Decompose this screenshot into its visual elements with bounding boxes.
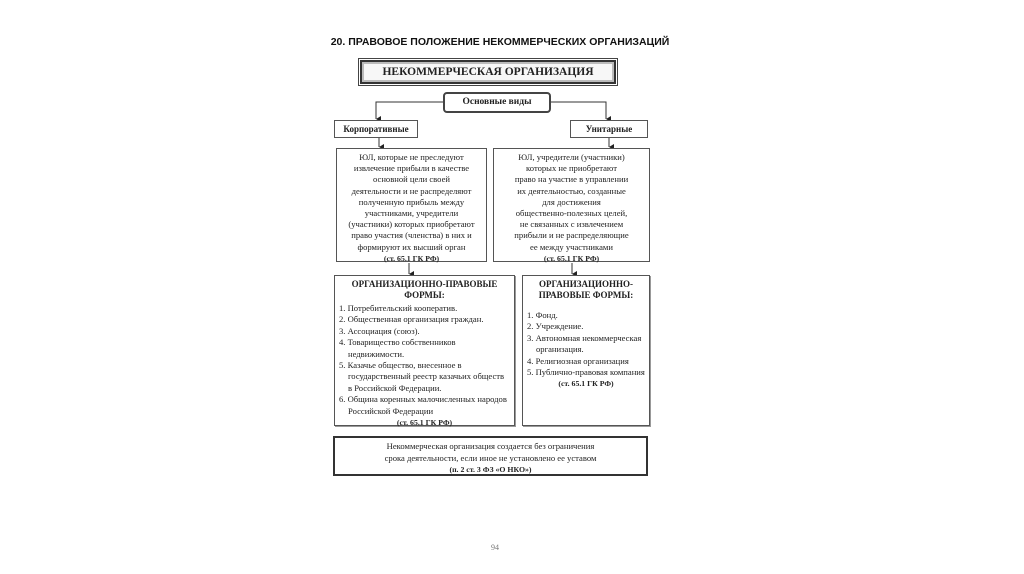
forms-title: ОРГАНИЗАЦИОННО-ПРАВОВЫЕ ФОРМЫ: bbox=[351, 279, 498, 300]
page-number: 94 bbox=[491, 543, 499, 552]
form-item: 2. Учреждение. bbox=[527, 321, 584, 332]
form-item: 3. Автономная некоммерческая организация. bbox=[527, 332, 642, 355]
forms-list bbox=[527, 310, 645, 378]
unitary-description-box bbox=[493, 148, 650, 262]
form-item: 5. Казачье общество, внесенное в государственный реестр казачьих обществ в Российской Федерации. bbox=[339, 360, 505, 393]
legal-reference: (ст. 65.1 ГК РФ) bbox=[383, 253, 440, 263]
arrow-to-unitary bbox=[551, 102, 606, 119]
legal-reference: (ст. 65.1 ГК РФ) bbox=[396, 418, 453, 428]
description-line: право участия (членства) в них и bbox=[351, 230, 472, 241]
form-item: 2. Общественная организация граждан. bbox=[339, 314, 484, 325]
form-item: 1. Потребительский кооператив. bbox=[339, 303, 458, 313]
root-node-box: НЕКОММЕРЧЕСКАЯ ОРГАНИЗАЦИЯ bbox=[360, 60, 616, 84]
corporate-description-box bbox=[336, 148, 487, 262]
form-item: 4. Религиозная организация bbox=[527, 355, 629, 366]
description-line: которых не приобретают bbox=[526, 163, 617, 174]
description-line: участниками, учредители bbox=[364, 208, 459, 219]
description-line: (участники) которых приобретают bbox=[348, 219, 475, 230]
description-line: не связанных с извлечением bbox=[519, 219, 624, 230]
corporate-forms-box bbox=[334, 275, 515, 426]
description-line: право на участие в управлении bbox=[514, 174, 629, 185]
form-item: 1. Фонд. bbox=[527, 310, 558, 320]
description-line: общественно-полезных целей, bbox=[515, 208, 628, 219]
form-item: 4. Товарищество собственников недвижимости. bbox=[339, 337, 456, 359]
form-item: 5. Публично-правовая компания bbox=[527, 367, 645, 378]
note-line: срока деятельности, если иное не установлено ее уставом bbox=[384, 452, 597, 463]
description-line: деятельности и не распределяют bbox=[351, 185, 472, 196]
page-heading: 20. ПРАВОВОЕ ПОЛОЖЕНИЕ НЕКОММЕРЧЕСКИХ ОРГАНИЗАЦИЙ bbox=[330, 36, 670, 48]
form-item: 6. Община коренных малочисленных народов Российской Федерации bbox=[339, 394, 507, 416]
form-item: 3. Ассоциация (союз). bbox=[339, 325, 420, 336]
description-line: ЮЛ, которые не преследуют bbox=[359, 152, 464, 162]
description-line: полученную прибыль между bbox=[358, 196, 465, 207]
unitary-node-box: Унитарные bbox=[570, 120, 648, 138]
legal-reference: (ст. 65.1 ГК РФ) bbox=[543, 253, 600, 263]
note-box bbox=[333, 436, 648, 476]
description-line: извлечение прибыли в качестве bbox=[353, 163, 470, 174]
forms-title: ОРГАНИЗАЦИОННО-ПРАВОВЫЕ ФОРМЫ: bbox=[538, 279, 634, 300]
forms-list bbox=[339, 303, 510, 417]
description-line: основной цели своей bbox=[373, 174, 450, 185]
legal-reference: (ст. 65.1 ГК РФ) bbox=[558, 379, 614, 389]
unitary-forms-box bbox=[522, 275, 650, 426]
corporate-node-box: Корпоративные bbox=[334, 120, 418, 138]
description-line: ее между участниками bbox=[530, 241, 613, 252]
kinds-node-box: Основные виды bbox=[443, 92, 551, 113]
description-line: ЮЛ, учредители (участники) bbox=[518, 152, 625, 162]
description-line: прибыли и не распределяющие bbox=[514, 230, 629, 241]
description-line: их деятельностью, созданные bbox=[517, 185, 626, 196]
note-line: Некоммерческая организация создается без ограничения bbox=[386, 441, 595, 451]
description-line: формируют их высший орган bbox=[357, 241, 466, 252]
legal-reference: (п. 2 ст. 3 ФЗ «О НКО») bbox=[449, 465, 532, 474]
arrow-to-corporate bbox=[376, 102, 443, 119]
description-line: для достижения bbox=[542, 196, 601, 207]
